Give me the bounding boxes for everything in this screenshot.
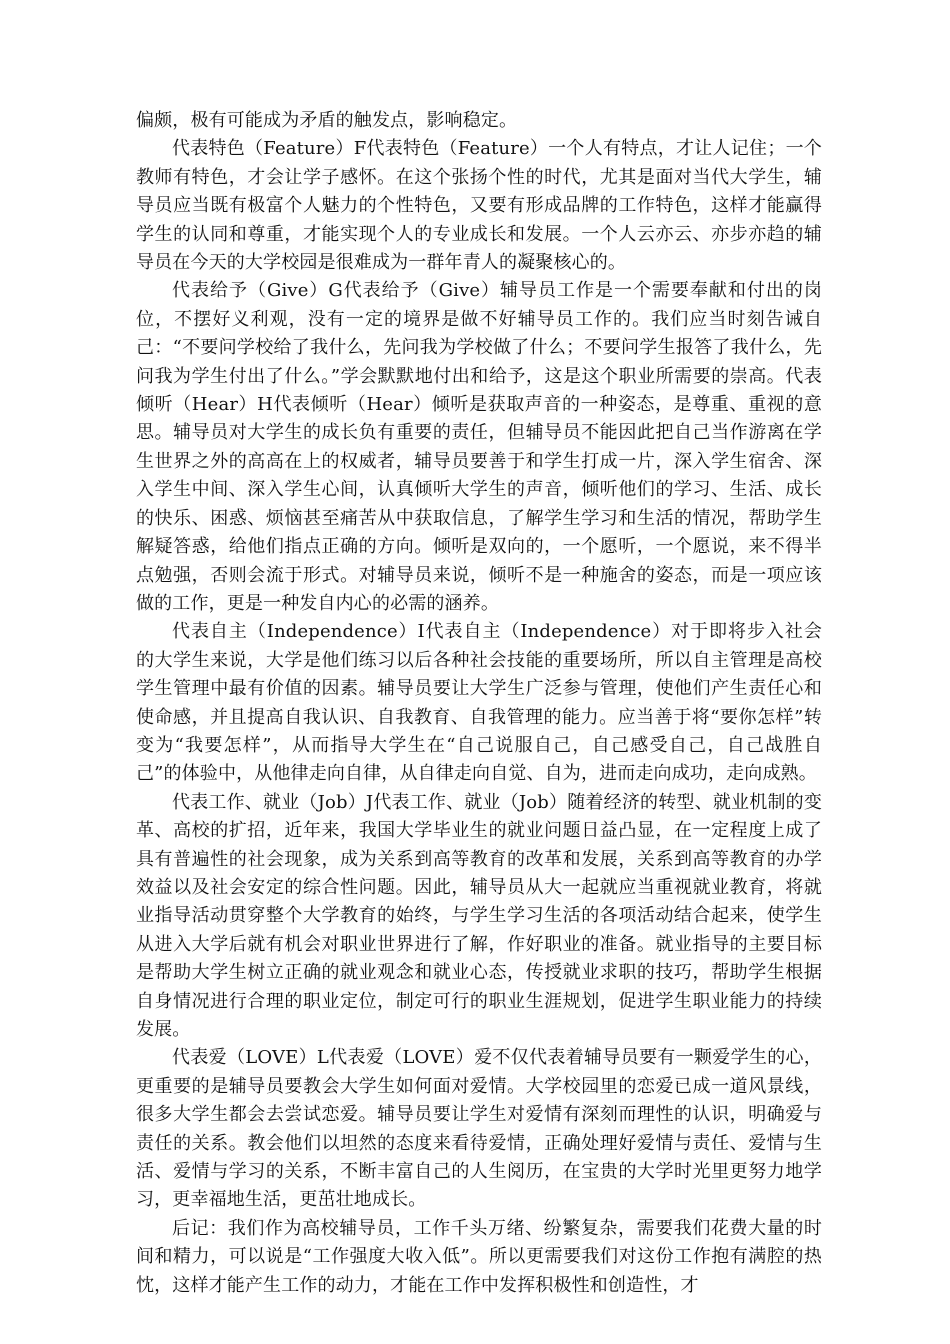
paragraph-postscript: 后记：我们作为高校辅导员，工作千头万绪、纷繁复杂，需要我们花费大量的时间和精力，可以说是“工作强度大收入低”。所以更需要我们对这份工作抱有满腔的热忱，这样才能产生工作的动力，才能在工作中发挥积极性和创造性，才: [136, 1217, 822, 1296]
paragraph-intro-fragment: 偏颇，极有可能成为矛盾的触发点，影响稳定。: [136, 110, 518, 131]
paragraph-job: 代表工作、就业（Job）J代表工作、就业（Job）随着经济的转型、就业机制的变革、高校的扩招，近年来，我国大学毕业生的就业问题日益凸显，在一定程度上成了具有普遍性的社会现象，成为关系到高等教育的改革和发展，关系到高等教育的办学效益以及社会安定的综合性问题。因此，辅导员从大一起就应当重视就业教育，将就业指导活动贯穿整个大学教育的始终，与学生学习生活的各项活动结合起来，使学生从进入大学后就有机会对职业世界进行了解，作好职业的准备。就业指导的主要目标是帮助大学生树立正确的就业观念和就业心态，传授就业求职的技巧，帮助学生根据自身情况进行合理的职业定位，制定可行的职业生涯规划，促进学生职业能力的持续发展。: [136, 791, 822, 1040]
paragraph-love: 代表爱（LOVE）L代表爱（LOVE）爱不仅代表着辅导员要有一颗爱学生的心，更重要的是辅导员要教会大学生如何面对爱情。大学校园里的恋爱已成一道风景线，很多大学生都会去尝试恋爱。辅导员要让学生对爱情有深刻而理性的认识，明确爱与责任的关系。教会他们以坦然的态度来看待爱情，正确处理好爱情与责任、爱情与生活、爱情与学习的关系，不断丰富自己的人生阅历，在宝贵的大学时光里更努力地学习，更幸福地生活，更茁壮地成长。: [136, 1047, 822, 1211]
paragraph-give-hear: 代表给予（Give）G代表给予（Give）辅导员工作是一个需要奉献和付出的岗位，不摆好义利观，没有一定的境界是做不好辅导员工作的。我们应当时刻告诫自己：“不要问学校给了我什么，先问我为学校做了什么；不要问学生报答了我什么，先问我为学生付出了什么。”学会默默地付出和给予，这是这个职业所需要的崇高。代表倾听（Hear）H代表倾听（Hear）倾听是获取声音的一种姿态，是尊重、重视的意思。辅导员对大学生的成长负有重要的责任，但辅导员不能因此把自己当作游离在学生世界之外的高高在上的权威者，辅导员要善于和学生打成一片，深入学生宿舍、深入学生中间、深入学生心间，认真倾听大学生的声音，倾听他们的学习、生活、成长的快乐、困惑、烦恼甚至痛苦从中获取信息，了解学生学习和生活的情况，帮助学生解疑答惑，给他们指点正确的方向。倾听是双向的，一个愿听，一个愿说，来不得半点勉强，否则会流于形式。对辅导员来说，倾听不是一种施舍的姿态，而是一项应该做的工作，更是一种发自内心的必需的涵养。: [136, 280, 822, 614]
paragraph-feature: 代表特色（Feature）F代表特色（Feature）一个人有特点，才让人记住；一个教师有特色，才会让学子感怀。在这个张扬个性的时代，尤其是面对当代大学生，辅导员应当既有极富个人魅力的个性特色，又要有形成品牌的工作特色，这样才能赢得学生的认同和尊重，才能实现个人的专业成长和发展。一个人云亦云、亦步亦趋的辅导员在今天的大学校园是很难成为一群年青人的凝聚核心的。: [136, 138, 822, 274]
document-page: [136, 107, 822, 1300]
paragraph-independence: 代表自主（Independence）I代表自主（Independence）对于即将步入社会的大学生来说，大学是他们练习以后各种社会技能的重要场所，所以自主管理是高校学生管理中最有价值的因素。辅导员要让大学生广泛参与管理，使他们产生责任心和使命感，并且提高自我认识、自我教育、自我管理的能力。应当善于将“要你怎样”转变为“我要怎样”，从而指导大学生在“自己说服自己，自己感受自己，自己战胜自己”的体验中，从他律走向自律，从自律走向自觉、自为，进而走向成功，走向成熟。: [136, 621, 822, 785]
